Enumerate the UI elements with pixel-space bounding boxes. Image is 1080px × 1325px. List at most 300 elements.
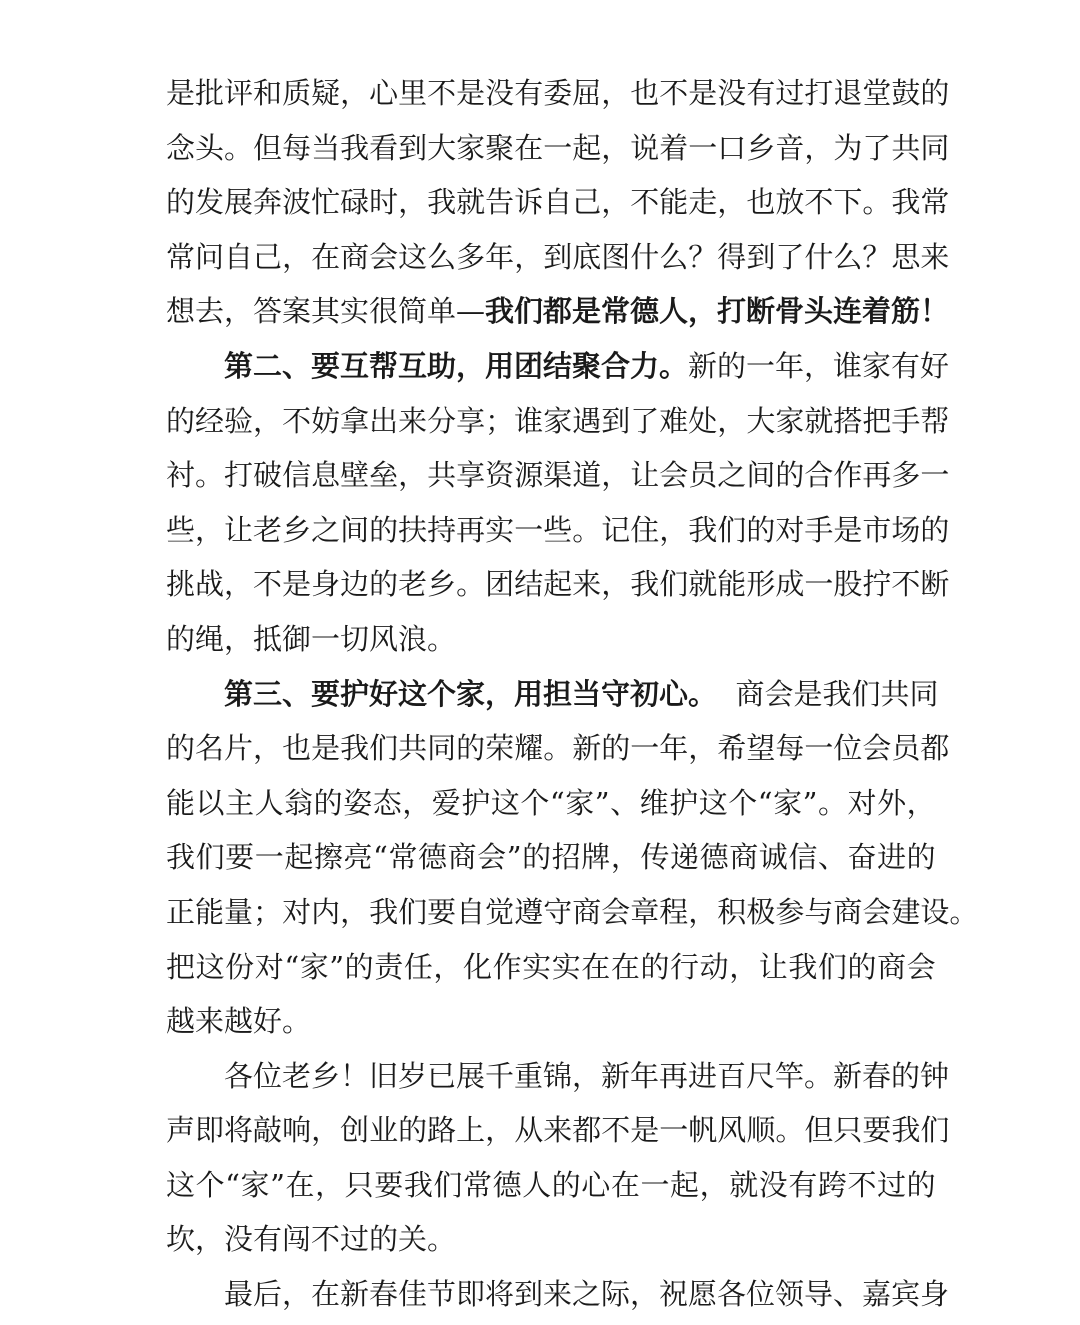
text-char: ？ [688,239,718,274]
text-char: 对 [847,785,877,820]
text-char: 来 [398,403,428,438]
text-char: 主 [225,785,255,820]
text-char: ， [601,567,631,602]
text-char: 说 [630,130,660,165]
text-char: 的 [906,1167,936,1202]
text-char: 合 [804,458,834,493]
text-char: 一 [514,512,544,547]
text-char: 家 [240,1167,270,1202]
text-line [166,448,950,503]
text-char: 不 [601,1113,631,1148]
text-char: 牌 [581,840,611,875]
text-char: 德 [492,1167,522,1202]
text-char: 破 [253,458,283,493]
text-char: 有 [788,1167,818,1202]
text-char: 建 [891,894,921,929]
text-char: 息 [311,458,341,493]
text-char: 但 [804,1113,834,1148]
text-char: 看 [369,130,399,165]
text-char: 个 [520,785,550,820]
text-char: 来 [920,239,950,274]
text-char: 一 [254,840,284,875]
text-char: 到 [398,130,428,165]
text-line [166,1267,950,1322]
text-char: 。 [818,785,848,820]
text-char: 商 [833,894,863,929]
text-char: 这 [195,949,225,984]
text-char: 到 [601,403,631,438]
text-char: 不 [282,403,312,438]
text-char: 能 [659,185,689,220]
text-char: 我 [427,185,457,220]
text-char: 手 [804,512,834,547]
text-char: 是 [833,512,863,547]
text-char: 了 [630,403,660,438]
text-char: 什 [804,239,834,274]
document-body [166,66,979,1322]
text-char: 家 [773,785,803,820]
text-char: “ [549,785,565,820]
text-char: 德 [418,840,448,875]
text-char: 的 [601,731,631,766]
text-char: 们 [369,731,399,766]
text-line [166,885,979,940]
text-char: 护 [669,785,699,820]
text-char: 要 [225,840,255,875]
text-char: 难 [659,403,689,438]
text-char: 是 [456,76,486,110]
text-char: 自 [224,239,254,274]
text-char: 质 [282,76,312,110]
text-char: 再 [862,458,892,493]
text-char: 响 [282,1113,312,1148]
text-char: 实 [485,512,515,547]
text-char: 出 [369,403,399,438]
text-char: 风 [717,1113,747,1148]
text-char: 有 [514,76,544,110]
text-char: ， [514,239,544,274]
text-char: 成 [775,567,805,602]
text-char: 我 [891,1113,921,1148]
text-char: 商 [572,894,602,929]
text-char: 奋 [847,840,877,875]
text-char: 市 [862,512,892,547]
text-char: 。 [775,1113,805,1148]
text-char: 上 [456,1113,486,1148]
text-char: 是 [311,731,341,766]
text-char: 守 [543,894,573,929]
text-char: 的 [847,949,877,984]
text-char: ， [688,894,718,929]
text-char: 把 [166,949,196,984]
text-char: 同 [427,731,457,766]
text-char: 跨 [817,1167,847,1202]
text-char: 共 [427,458,457,493]
text-char: 不 [253,567,283,602]
text-char: 也 [630,76,660,110]
text-char: 能 [195,894,225,929]
text-line [166,66,950,121]
text-line [166,1212,936,1267]
text-char: 边 [340,567,370,602]
text-char: 我 [340,130,370,165]
text-char: 之 [311,512,341,547]
text-char: 员 [688,458,718,493]
text-char: ， [340,76,370,110]
text-char: 之 [717,458,747,493]
text-char: 的 [920,512,950,547]
text-char: ， [398,185,428,220]
text-char: ， [433,949,463,984]
text-char: ， [253,403,283,438]
text-char: 让 [758,949,788,984]
text-char: 我 [166,840,196,875]
text-char: 渠 [543,458,573,493]
text-char: 起 [572,130,602,165]
text-char: 责 [374,949,404,984]
text-char: 就 [804,403,834,438]
text-char: 常 [920,185,950,220]
text-char: 们 [920,1113,950,1148]
text-char: ， [804,130,834,165]
text-char: 一 [543,130,573,165]
text-char: 这 [166,1167,196,1202]
text-char: 信 [788,840,818,875]
text-char: 谁 [514,403,544,438]
text-char: 的 [166,185,196,220]
text-char: 的 [398,1113,428,1148]
text-char: ， [315,1167,345,1202]
text-char: 道 [572,458,602,493]
text-char: 片 [224,731,254,766]
text-char: 的 [640,949,670,984]
text-char: 批 [195,76,225,110]
text-char: 家 [456,130,486,165]
text-char: 和 [253,76,283,110]
text-char: 口 [717,130,747,165]
text-char: ， [282,239,312,274]
text-char: 家 [565,785,595,820]
text-char: 要 [427,894,457,929]
text-char: 么 [659,239,689,274]
text-char: 人 [254,785,284,820]
text-char: 翁 [284,785,314,820]
text-char: 。 [543,731,573,766]
text-char: 这 [490,785,520,820]
text-char: 底 [572,239,602,274]
text-char: 团 [485,567,515,602]
text-char: 量 [224,894,254,929]
text-char: 外 [877,785,907,820]
text-char: 老 [398,567,428,602]
text-line [166,994,936,1049]
text-char: 的 [746,512,776,547]
text-char: 我 [403,1167,433,1202]
text-line [166,284,950,339]
text-char: 名 [195,731,225,766]
text-char: 到 [746,239,776,274]
text-char: 妨 [311,403,341,438]
text-char: 思 [891,239,921,274]
text-line [166,339,950,394]
text-char: 形 [746,567,776,602]
text-char: 源 [514,458,544,493]
text-char: 这 [398,239,428,274]
text-char: 过 [877,1167,907,1202]
text-char: 也 [282,731,312,766]
text-char: 一 [640,1167,670,1202]
text-char: 爱 [431,785,461,820]
text-char: 顺 [746,1113,776,1148]
text-char: 乡 [282,512,312,547]
text-char: ， [906,785,936,820]
text-char: 。 [456,567,486,602]
paragraph-3 [166,667,979,1049]
text-char: 章 [630,894,660,929]
text-segment: 最后，在新春佳节即将到来之际，祝愿各位领导、嘉宾身 [224,1277,950,1312]
text-char: 扶 [398,512,428,547]
text-line [166,667,939,722]
text-char: 、 [610,785,640,820]
text-char: 壁 [340,458,370,493]
text-char: 会 [659,458,689,493]
text-char: ， [688,731,718,766]
text-char: ， [601,130,631,165]
text-char: 忙 [311,185,341,220]
text-char: 商 [877,949,907,984]
text-char: 我 [891,185,921,220]
text-char: 程 [659,894,689,929]
text-char: 乡 [427,567,457,602]
text-char: 我 [369,894,399,929]
text-segment: 的绳，抵御一切风浪。 [166,621,457,656]
text-char: 有 [746,76,776,110]
text-line [166,1049,950,1104]
text-char: 常 [166,239,196,274]
text-char: 家 [543,403,573,438]
text-char: 打 [224,458,254,493]
text-char: 积 [717,894,747,929]
text-char: 的 [775,458,805,493]
text-char: 资 [485,458,515,493]
text-char: ， [717,185,747,220]
text-char: 的 [344,949,374,984]
text-char: 常 [388,840,418,875]
text-char: 没 [717,76,747,110]
text-char: 都 [920,731,950,766]
text-char: 递 [670,840,700,875]
text-char: 一 [804,567,834,602]
text-char: 放 [775,185,805,220]
text-char: 声 [166,1113,196,1148]
text-char: 不 [804,185,834,220]
text-char: 我 [688,512,718,547]
text-char: 什 [630,239,660,274]
text-char: ， [224,567,254,602]
text-char: 老 [253,512,283,547]
text-line [166,230,950,285]
text-line [166,612,936,667]
text-char: 商 [729,840,759,875]
text-char: 即 [195,1113,225,1148]
text-char: 们 [817,949,847,984]
text-char: ； [485,403,515,438]
text-char: 会 [369,239,399,274]
text-char: 常 [462,1167,492,1202]
text-char: 战 [195,567,225,602]
text-char: ” [329,949,345,984]
text-char: 告 [485,185,515,220]
text-char: 作 [492,949,522,984]
text-char: 们 [398,894,428,929]
text-char: 一 [630,731,660,766]
text-char: 享 [456,458,486,493]
text-char: 是 [688,76,718,110]
text-char: 在 [581,949,611,984]
text-char: 持 [427,512,457,547]
text-char: 图 [601,239,631,274]
text-char: 新 [572,731,602,766]
text-char: 到 [543,239,573,274]
text-char: 经 [195,403,225,438]
text-char: 帮 [920,403,950,438]
text-char: 身 [311,567,341,602]
text-char: 亮 [343,840,373,875]
text-char: 路 [427,1113,457,1148]
text-char: 护 [461,785,491,820]
text-char: 与 [804,894,834,929]
text-char: 一 [659,1113,689,1148]
text-char: 会 [601,894,631,929]
text-char: 荣 [485,731,515,766]
text-char: 帆 [688,1113,718,1148]
text-segment: 越来越好。 [166,1004,312,1039]
text-char: 起 [284,840,314,875]
text-char: 员 [891,731,921,766]
text-segment: 坎，没有闯不过的关。 [166,1222,457,1257]
text-line [166,1158,936,1213]
text-char: 作 [833,458,863,493]
text-char: 一 [920,458,950,493]
text-char: 同 [920,130,950,165]
text-char: 家 [299,949,329,984]
text-char: 的 [369,512,399,547]
text-char: 就 [729,1167,759,1202]
text-char: 对 [282,894,312,929]
text-char: 。 [224,130,254,165]
text-char: 进 [877,840,907,875]
text-char: 敲 [253,1113,283,1148]
text-char: 能 [166,785,196,820]
text-char: 姿 [343,785,373,820]
text-char: 了 [775,239,805,274]
text-char: 参 [775,894,805,929]
text-char: 们 [433,1167,463,1202]
text-char: 退 [833,76,863,110]
text-char: 些 [543,512,573,547]
text-char: 的 [551,1167,581,1202]
text-char: 记 [601,512,631,547]
text-char: 是 [282,567,312,602]
paragraph-1 [166,66,950,339]
text-char: 么 [833,239,863,274]
text-char: 能 [717,567,747,602]
text-segment: 各位老乡！旧岁已展千重锦，新年再进百尺竿。新春的钟 [224,1058,950,1093]
text-char: 再 [456,512,486,547]
text-char: 就 [456,185,486,220]
text-char: 擦 [313,840,343,875]
text-char: 委 [543,76,573,110]
text-char: 没 [485,76,515,110]
text-char: 要 [374,1167,404,1202]
text-char: 但 [253,130,283,165]
text-char: 商 [340,239,370,274]
text-char: 以 [195,785,225,820]
text-char: ， [729,949,759,984]
text-char: 为 [833,130,863,165]
text-char: 分 [427,403,457,438]
text-char: 头 [195,130,225,165]
text-char: 是 [166,76,196,110]
text-char: 住 [630,512,660,547]
text-line [166,776,936,831]
text-char: 的 [456,731,486,766]
text-char: 在 [514,130,544,165]
text-line [166,721,950,776]
text-char: 发 [195,185,225,220]
text-char: 不 [847,1167,877,1202]
text-char: 人 [522,1167,552,1202]
text-char: 内 [311,894,341,929]
text-char: 屈 [572,76,602,110]
text-char: ” [270,1167,285,1202]
text-char: 衬 [166,458,196,493]
text-char: 会 [477,840,507,875]
text-char: 遇 [572,403,602,438]
text-char: 诚 [758,840,788,875]
text-line [166,940,936,995]
text-char: 手 [891,403,921,438]
text-char: 享 [456,403,486,438]
text-char: 来 [572,567,602,602]
text-char: 疑 [311,76,341,110]
text-char: ， [601,185,631,220]
text-char: 不 [630,185,660,220]
text-char: ， [253,731,283,766]
text-char: 。 [862,185,892,220]
text-char: 从 [514,1113,544,1148]
text-char: 问 [195,239,225,274]
text-char: 让 [630,458,660,493]
text-char: 个 [728,785,758,820]
section-heading: 第二、要互帮互助，用团结聚合力。 [224,348,689,383]
text-char: 传 [640,840,670,875]
text-line [166,830,936,885]
text-char: 在 [610,1167,640,1202]
text-char: ” [802,785,818,820]
text-char: 对 [254,949,284,984]
text-line [166,175,950,230]
text-char: ， [699,1167,729,1202]
text-char: 实 [551,949,581,984]
text-char: 鼓 [891,76,921,110]
text-char: 展 [224,185,254,220]
text-char: ” [594,785,610,820]
text-char: 业 [369,1113,399,1148]
text-char: 创 [340,1113,370,1148]
text-char: 些 [166,512,196,547]
text-char: 时 [369,185,399,220]
